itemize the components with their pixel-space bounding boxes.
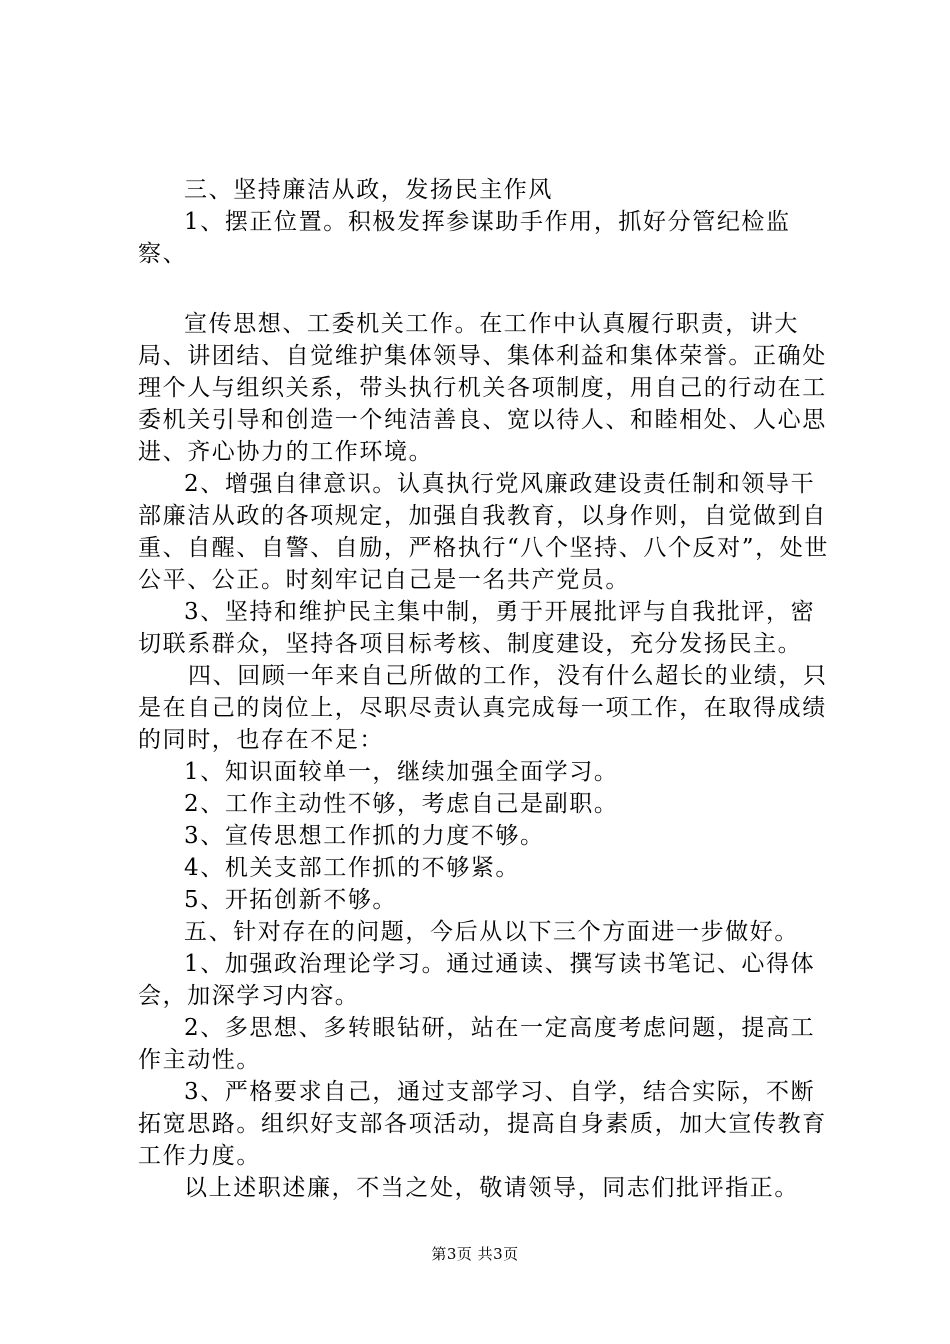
list-item: 3、严格要求自己，通过支部学习、自学，结合实际，不断拓宽思路。组织好支部各项活动，提高自身素质，加大宣传教育工作力度。 (138, 1079, 827, 1169)
paragraph: 3、坚持和维护民主集中制，勇于开展批评与自我批评，密切联系群众，坚持各项目标考核、制度建设，充分发扬民主。 (138, 599, 816, 657)
list-item: 1、加强政治理论学习。通过通读、撰写读书笔记、心得体会，加深学习内容。 (138, 951, 816, 1009)
section-heading-5: 五、针对存在的问题，今后从以下三个方面进一步做好。 (184, 919, 799, 945)
paragraph: 宣传思想、工委机关工作。在工作中认真履行职责，讲大局、讲团结、自觉维护集体领导、集体利益和集体荣誉。正确处理个人与组织关系，带头执行机关各项制度，用自己的行动在工委机关引导和创造一个纯洁善良、宽以待人、和睦相处、人心思进、齐心协力的工作环境。 (138, 311, 827, 465)
list-item: 5、开拓创新不够。 (184, 887, 398, 913)
page-footer: 第3页 共3页 (431, 1245, 519, 1263)
paragraph: 2、增强自律意识。认真执行党风廉政建设责任制和领导干部廉洁从政的各项规定，加强自我教育，以身作则，自觉做到自重、自醒、自警、自励，严格执行“八个坚持、八个反对”，处世公平、公正。时刻牢记自己是一名共产党员。 (138, 471, 829, 593)
closing-paragraph: 以上述职述廉，不当之处，敬请领导，同志们批评指正。 (184, 1175, 799, 1201)
section-heading-3: 三、坚持廉洁从政，发扬民主作风 (184, 177, 553, 203)
list-item: 1、知识面较单一，继续加强全面学习。 (184, 759, 619, 785)
section-heading-4: 四、回顾一年来自己所做的工作，没有什么超长的业绩，只是在自己的岗位上，尽职尽责认真完成每一项工作，在取得成绩的同时，也存在不足： (138, 663, 828, 753)
list-item: 3、宣传思想工作抓的力度不够。 (184, 823, 545, 849)
list-item: 4、机关支部工作抓的不够紧。 (184, 855, 521, 881)
list-item: 2、多思想、多转眼钻研，站在一定高度考虑问题，提高工作主动性。 (138, 1015, 816, 1073)
list-item: 2、工作主动性不够，考虑自己是副职。 (184, 791, 619, 817)
paragraph: 1、摆正位置。积极发挥参谋助手作用，抓好分管纪检监察、 (138, 209, 791, 267)
document-body (138, 174, 838, 1204)
